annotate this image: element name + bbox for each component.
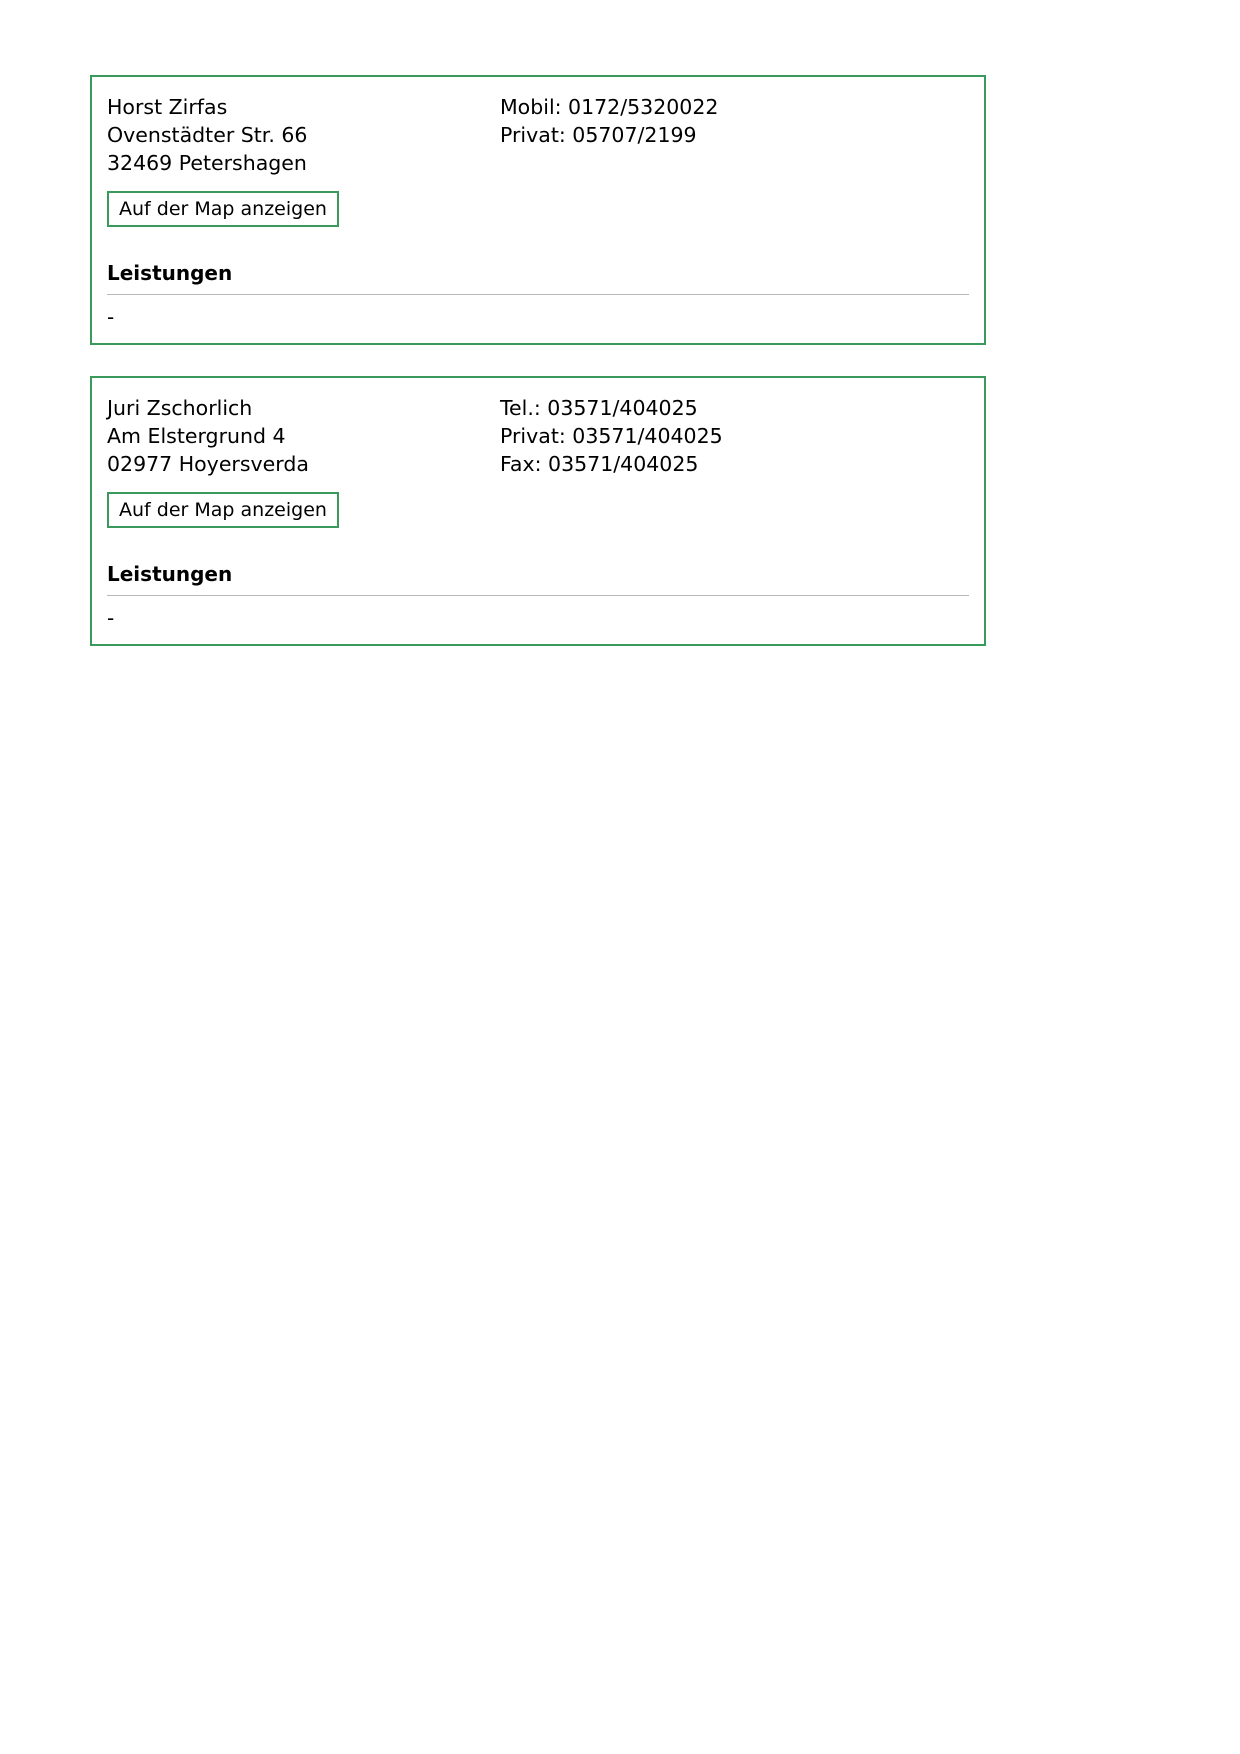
- provider-name: Juri Zschorlich: [107, 396, 253, 420]
- provider-name: Horst Zirfas: [107, 95, 228, 119]
- services-value: -: [107, 305, 115, 329]
- contact-fax: Fax: 03571/404025: [500, 452, 699, 476]
- services-heading: Leistungen: [107, 562, 969, 596]
- show-on-map-button[interactable]: Auf der Map anzeigen: [107, 191, 339, 227]
- provider-card: [90, 376, 986, 646]
- address-block: [107, 394, 500, 528]
- show-on-map-button[interactable]: Auf der Map anzeigen: [107, 492, 339, 528]
- services-value: -: [107, 606, 115, 630]
- postal-city: 02977 Hoyersverda: [107, 452, 309, 476]
- contact-mobile: Mobil: 0172/5320022: [500, 95, 719, 119]
- results-list: [90, 75, 986, 677]
- contact-private: Privat: 05707/2199: [500, 123, 697, 147]
- contact-private: Privat: 03571/404025: [500, 424, 723, 448]
- contact-phone: Tel.: 03571/404025: [500, 396, 698, 420]
- contact-block: [500, 394, 969, 528]
- services-heading: Leistungen: [107, 261, 969, 295]
- street-address: Am Elstergrund 4: [107, 424, 286, 448]
- provider-card: [90, 75, 986, 345]
- card-header: [107, 93, 969, 227]
- contact-block: [500, 93, 969, 227]
- street-address: Ovenstädter Str. 66: [107, 123, 308, 147]
- address-block: [107, 93, 500, 227]
- card-header: [107, 394, 969, 528]
- postal-city: 32469 Petershagen: [107, 151, 307, 175]
